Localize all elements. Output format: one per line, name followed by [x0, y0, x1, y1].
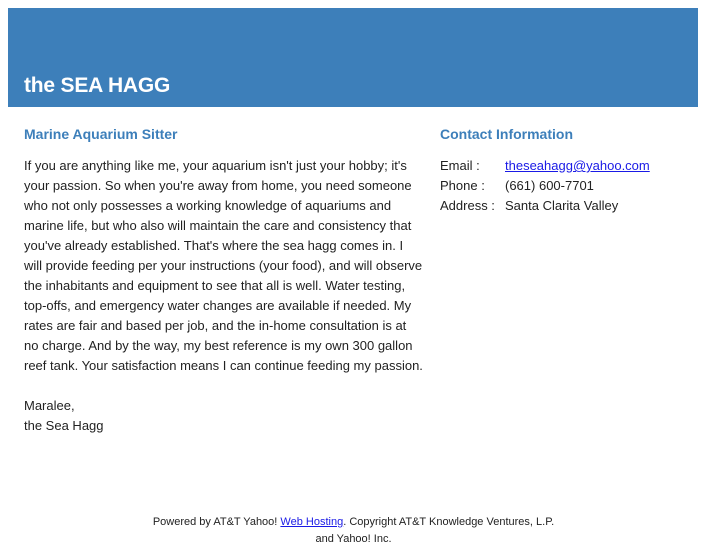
footer-prefix: Powered by AT&T Yahoo! — [152, 516, 281, 528]
phone-label: Phone : — [440, 178, 485, 193]
address-value: Santa Clarita Valley — [505, 198, 619, 213]
footer — [0, 514, 707, 548]
main-section-title: Marine Aquarium Sitter — [24, 126, 178, 142]
main-body-text: If you are anything like me, your aquarium isn't just your hobby; it's your passion. So when you're away from home, you need someone who not only possesses a working knowledge of aquariums and marine life, but who also will maintain the care and consistency that you've already established. That's where the sea hagg comes in. I will provide feeding per your instructions (your food), and will observe the inhabitants and equipment to see that all is well. Water testing, top-offs, and emergency water changes are available if needed. My rates are fair and based per job, and the in-home consultation is at no charge. And by the way, my best reference is my own 300 gallon reef tank. Your satisfaction means I can continue feeding my passion. — [24, 158, 423, 373]
footer-line-2: and Yahoo! Inc. — [315, 533, 392, 545]
main-content — [24, 126, 424, 436]
contact-section-title: Contact Information — [440, 126, 573, 142]
contact-sidebar — [440, 126, 700, 216]
contact-row-phone — [440, 176, 700, 196]
contact-row-email — [440, 156, 700, 176]
contact-row-address — [440, 196, 700, 216]
phone-value: (661) 600-7701 — [505, 178, 594, 193]
signature-title: the Sea Hagg — [24, 418, 104, 433]
address-label: Address : — [440, 198, 495, 213]
footer-line-1 — [0, 514, 707, 531]
signature-name: Maralee, — [24, 398, 75, 413]
signature — [24, 396, 424, 436]
site-title: the SEA HAGG — [24, 74, 171, 97]
email-link[interactable]: theseahagg@yahoo.com — [505, 158, 650, 173]
site-header — [8, 8, 698, 107]
footer-suffix: . Copyright AT&T Knowledge Ventures, L.P. — [343, 516, 555, 528]
email-label: Email : — [440, 158, 480, 173]
web-hosting-link[interactable]: Web Hosting — [280, 516, 344, 528]
